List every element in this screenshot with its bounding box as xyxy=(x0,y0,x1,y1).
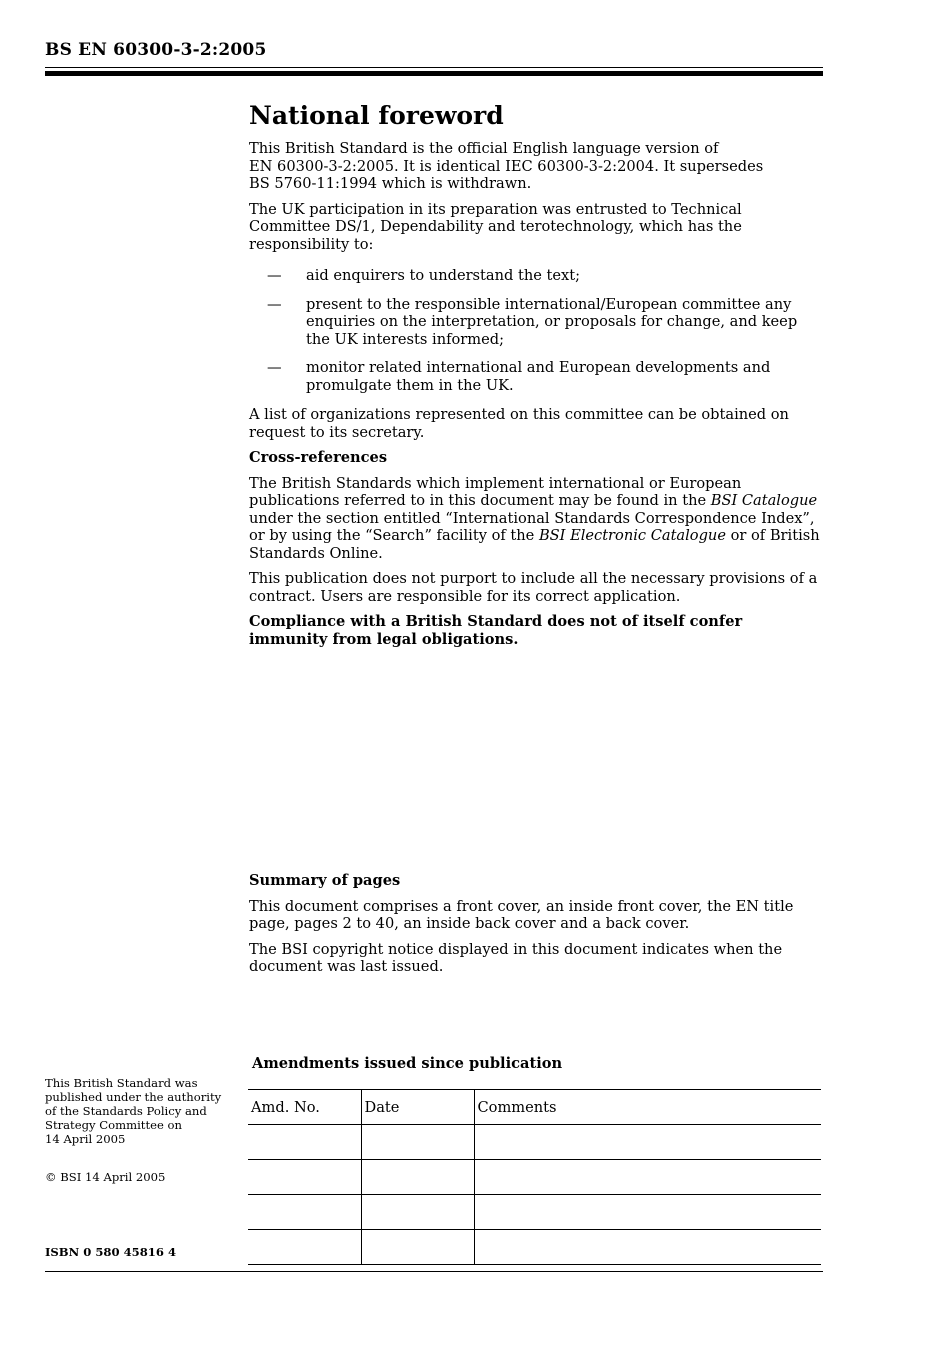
intro-line: This British Standard is the official English language version of xyxy=(249,140,719,157)
table-cell xyxy=(361,1160,474,1195)
copyright-line: © BSI 14 April 2005 xyxy=(45,1170,166,1184)
header-rule-thin xyxy=(45,67,823,68)
table-cell xyxy=(474,1160,821,1195)
intro-line: EN 60300-3-2:2005. It is identical IEC 60300-3-2:2004. It supersedes xyxy=(249,157,764,175)
table-row xyxy=(248,1230,821,1265)
responsibility-list xyxy=(249,267,824,394)
list-item-text: aid enquirers to understand the text; xyxy=(306,267,581,284)
intro-line: BS 5760-11:1994 which is withdrawn. xyxy=(249,175,532,192)
footer-rule xyxy=(45,1271,823,1272)
list-item xyxy=(249,359,824,394)
intro-paragraph xyxy=(249,140,824,193)
isbn: ISBN 0 580 45816 4 xyxy=(45,1245,177,1259)
national-foreword-section xyxy=(249,100,824,656)
authority-line: published under the authority xyxy=(45,1090,222,1104)
contract-note-paragraph: This publication does not purport to include all the necessary provisions of a contract. Users are responsible for its correct application. xyxy=(249,570,818,605)
authority-line: of the Standards Policy and xyxy=(45,1104,207,1118)
page-title: National foreword xyxy=(249,101,504,130)
bsi-catalogue-title: BSI Catalogue xyxy=(710,492,818,509)
table-row xyxy=(248,1125,821,1160)
summary-pages-paragraph: This document comprises a front cover, an inside front cover, the EN title page, pages 2 to 40, an inside back cover and a back cover. xyxy=(249,897,794,932)
column-header-amd-no: Amd. No. xyxy=(248,1090,361,1125)
list-item xyxy=(249,267,824,285)
column-header-date: Date xyxy=(361,1090,474,1125)
publication-sidebar xyxy=(45,1076,235,1184)
dash-marker: — xyxy=(267,359,282,376)
summary-of-pages-section xyxy=(249,872,824,984)
cross-ref-text: under the section entitled “International Standards Correspondence Index”, or by using the “Search” facility of the xyxy=(249,509,815,544)
table-cell xyxy=(248,1160,361,1195)
authority-line: This British Standard was xyxy=(45,1076,198,1090)
bsi-electronic-catalogue-title: BSI Electronic Catalogue xyxy=(538,527,726,544)
table-header-row xyxy=(248,1090,821,1125)
column-header-comments: Comments xyxy=(474,1090,821,1125)
authority-line: Strategy Committee on xyxy=(45,1118,182,1132)
cross-ref-text: The British Standards which implement international or European publications referred to in this document may be found in the xyxy=(249,474,742,509)
summary-heading: Summary of pages xyxy=(249,872,401,889)
table-cell xyxy=(474,1230,821,1265)
table-row xyxy=(248,1160,821,1195)
table-cell xyxy=(474,1195,821,1230)
list-item xyxy=(249,296,824,349)
authority-line: 14 April 2005 xyxy=(45,1132,126,1146)
amendments-title: Amendments issued since publication xyxy=(252,1055,563,1072)
table-row xyxy=(248,1195,821,1230)
table-cell xyxy=(361,1195,474,1230)
cross-references-heading: Cross-references xyxy=(249,449,388,466)
authority-statement xyxy=(45,1076,235,1146)
table-cell xyxy=(474,1125,821,1160)
copyright-notice-paragraph: The BSI copyright notice displayed in this document indicates when the document was last issued. xyxy=(249,940,783,975)
compliance-statement: Compliance with a British Standard does not of itself confer immunity from legal obligations. xyxy=(249,613,743,648)
header-rule-thick xyxy=(45,71,823,76)
table-cell xyxy=(361,1230,474,1265)
cross-ref-text: or of British Standards Online. xyxy=(249,527,820,562)
table-cell xyxy=(248,1195,361,1230)
cross-references-paragraph xyxy=(249,475,824,563)
table-cell xyxy=(248,1125,361,1160)
table-cell xyxy=(361,1125,474,1160)
table-cell xyxy=(248,1230,361,1265)
committee-list-paragraph: A list of organizations represented on this committee can be obtained on request to its secretary. xyxy=(249,406,789,441)
dash-marker: — xyxy=(267,295,282,313)
document-id: BS EN 60300-3-2:2005 xyxy=(45,40,267,60)
dash-marker: — xyxy=(267,267,282,284)
participation-paragraph: The UK participation in its preparation was entrusted to Technical Committee DS/1, Dependability and terotechnology, which has the responsibility to: xyxy=(249,200,742,253)
amendments-table xyxy=(248,1089,821,1265)
list-item-text: monitor related international and European developments and promulgate them in the UK. xyxy=(306,359,771,394)
list-item-text: present to the responsible international/European committee any enquiries on the interpretation, or proposals for change, and keep the UK interests informed; xyxy=(306,295,798,348)
